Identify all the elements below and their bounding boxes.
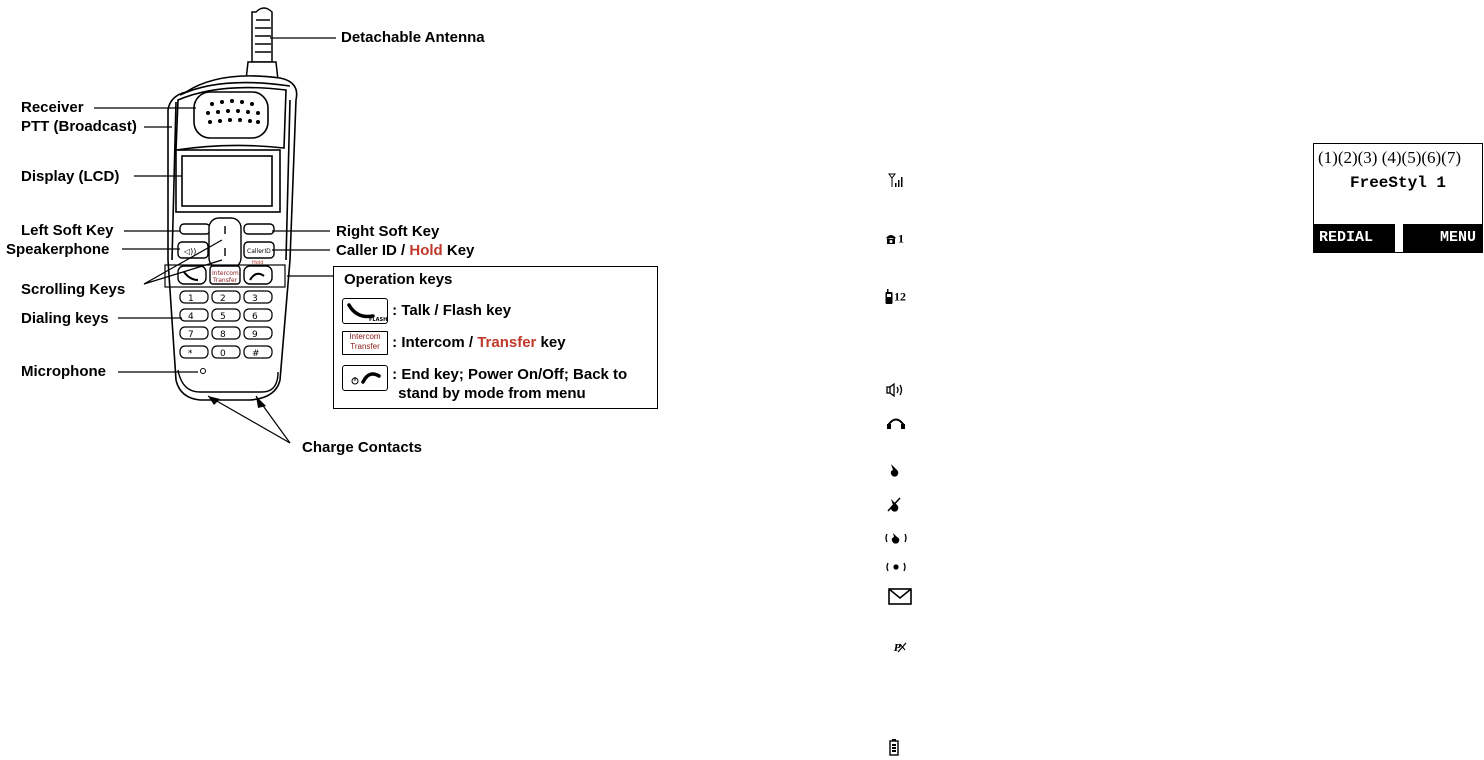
keypad-key-3 [244, 291, 272, 304]
menu-softkey[interactable]: MENU [1403, 224, 1482, 252]
keypad-key-5 [212, 309, 240, 322]
transfer-key-glyph: Transfer [213, 277, 238, 284]
ringer-off-icon [884, 496, 924, 518]
lcd-handset-name: FreeStyl 1 [1349, 174, 1446, 192]
left-soft-key-label: Left Soft Key [21, 222, 114, 239]
vibrate-ring-icon [884, 529, 924, 551]
redial-softkey[interactable]: REDIAL [1314, 224, 1395, 252]
svg-text:5: 5 [220, 312, 226, 322]
ptt-label: PTT (Broadcast) [21, 118, 137, 135]
keypad-key-6 [244, 309, 272, 322]
lcd-icon-positions: (1)(2)(3) (4)(5)(6)(7) [1318, 148, 1462, 167]
intercom-transfer-icon [342, 331, 388, 355]
antenna-label: Detachable Antenna [341, 29, 485, 46]
svg-text:6: 6 [252, 312, 258, 322]
keypad-key-9 [244, 327, 272, 340]
hold-label-word: Hold [409, 242, 443, 259]
callerid-key-glyph: CallerID [247, 248, 271, 255]
handset-count: 12 [894, 289, 906, 304]
svg-text:3: 3 [252, 294, 258, 304]
transfer-icon-text: Transfer [350, 342, 380, 351]
keypad-key-0 [212, 346, 240, 359]
signal-icon [884, 172, 924, 194]
svg-text:#: # [252, 349, 260, 359]
caller-id-label-prefix: Caller ID / [336, 242, 410, 259]
keypad-key-hash [244, 346, 272, 359]
svg-text:4: 4 [188, 312, 194, 322]
operation-keys-title: Operation keys [344, 271, 453, 288]
vibrate-icon [884, 558, 924, 580]
keypad-key-star [180, 346, 208, 359]
ringer-icon [884, 461, 924, 483]
svg-text:0: 0 [220, 349, 226, 359]
caller-id-label-suffix: Key [442, 242, 475, 259]
lcd-screen [1313, 143, 1483, 253]
phone-line-icon [884, 230, 924, 252]
speaker-icon [884, 381, 924, 403]
antenna [246, 8, 278, 80]
receiver-label: Receiver [21, 99, 84, 116]
keypad-key-8 [212, 327, 240, 340]
svg-text:1: 1 [188, 294, 194, 304]
speakerphone-label: Speakerphone [6, 241, 110, 258]
transfer-text-word: Transfer [477, 333, 537, 351]
talk-flash-icon [342, 298, 388, 324]
end-key-text-line1: : End key; Power On/Off; Back to [392, 366, 628, 383]
svg-text:2: 2 [220, 294, 226, 304]
microphone-label: Microphone [21, 363, 106, 380]
right-soft-key-label: Right Soft Key [336, 223, 440, 240]
svg-text:8: 8 [220, 330, 226, 340]
end-power-icon [342, 365, 388, 391]
keypad-key-1 [180, 291, 208, 304]
keypad-key-7 [180, 327, 208, 340]
handset-battery-icon [884, 288, 924, 310]
scrolling-keys-label: Scrolling Keys [21, 281, 126, 298]
charge-contacts-label: Charge Contacts [302, 439, 423, 456]
operation-keys-legend [333, 266, 658, 409]
intercom-transfer-row [342, 331, 566, 355]
lcd-display-illustration [176, 150, 280, 212]
message-icon [884, 586, 924, 608]
keypad-key-4 [180, 309, 208, 322]
headset-icon [884, 415, 924, 437]
svg-text:7: 7 [188, 330, 194, 340]
intercom-key-glyph: Intercom [212, 270, 239, 277]
svg-text:P: P [894, 644, 901, 654]
svg-text:FLASH: FLASH [369, 317, 388, 323]
talk-flash-row [342, 298, 511, 324]
dialing-keys-label: Dialing keys [21, 310, 109, 327]
handset-number: 1 [898, 231, 904, 246]
svg-text:*: * [188, 349, 193, 359]
svg-text:9: 9 [252, 330, 258, 340]
talk-flash-text: : Talk / Flash key [392, 301, 512, 319]
hold-key-glyph: Hold [252, 260, 264, 266]
end-key-text-line2: stand by mode from menu [398, 385, 586, 402]
intercom-text-prefix: : Intercom / [392, 333, 478, 351]
caller-id-hold-label [336, 242, 474, 260]
intercom-text-suffix: key [536, 333, 566, 351]
speaker-key-glyph: ◁)) [184, 247, 197, 256]
keypad-key-2 [212, 291, 240, 304]
display-label: Display (LCD) [21, 168, 120, 185]
intercom-icon-text: Intercom [349, 332, 381, 341]
end-key-row [342, 365, 627, 403]
privacy-icon [884, 638, 924, 660]
